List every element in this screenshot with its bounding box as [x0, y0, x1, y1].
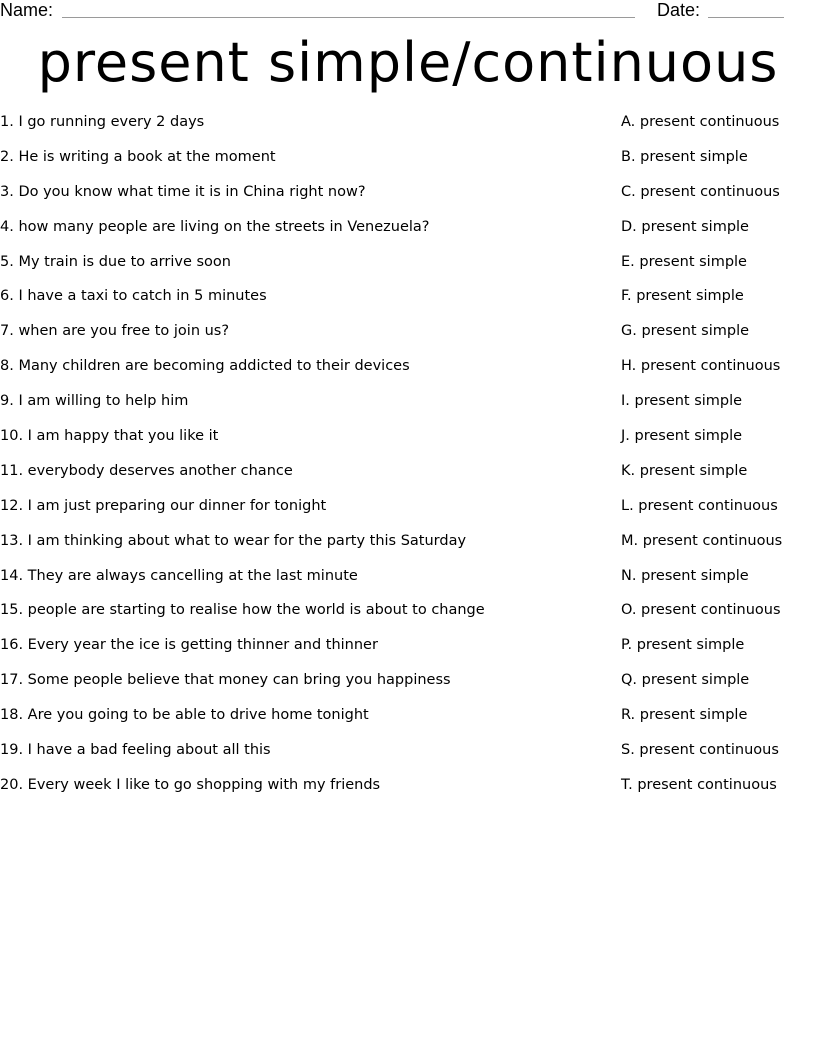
answer-item: Q. present simple	[621, 672, 750, 689]
matching-row	[0, 531, 816, 566]
matching-list	[0, 112, 816, 810]
matching-row	[0, 217, 816, 252]
answer-item: B. present simple	[621, 148, 748, 165]
matching-row	[0, 600, 816, 635]
matching-row	[0, 740, 816, 775]
answer-item: F. present simple	[621, 288, 744, 305]
matching-row	[0, 182, 816, 217]
answer-item: E. present simple	[621, 253, 747, 270]
matching-row	[0, 252, 816, 287]
statement-item: 5. My train is due to arrive soon	[0, 253, 231, 270]
matching-row	[0, 566, 816, 601]
date-label: Date:	[657, 0, 701, 20]
statement-item: 7. when are you free to join us?	[0, 323, 230, 340]
answer-item: D. present simple	[621, 218, 749, 235]
matching-row	[0, 286, 816, 321]
statement-item: 6. I have a taxi to catch in 5 minutes	[0, 288, 267, 305]
matching-row	[0, 356, 816, 391]
date-blank-line	[708, 17, 784, 18]
statement-item: 18. Are you going to be able to drive home tonight	[0, 707, 369, 724]
matching-row	[0, 391, 816, 426]
matching-row	[0, 775, 816, 810]
matching-row	[0, 670, 816, 705]
answer-item: C. present continuous	[621, 183, 780, 200]
statement-item: 16. Every year the ice is getting thinner and thinner	[0, 637, 378, 654]
answer-item: H. present continuous	[621, 358, 781, 375]
statement-item: 10. I am happy that you like it	[0, 428, 219, 445]
statement-item: 19. I have a bad feeling about all this	[0, 742, 271, 759]
statement-item: 4. how many people are living on the streets in Venezuela?	[0, 218, 430, 235]
statement-item: 15. people are starting to realise how the world is about to change	[0, 602, 485, 619]
answer-item: J. present simple	[621, 428, 743, 445]
answer-item: G. present simple	[621, 323, 750, 340]
answer-item: R. present simple	[621, 707, 748, 724]
matching-row	[0, 112, 816, 147]
matching-row	[0, 635, 816, 670]
statement-item: 17. Some people believe that money can bring you happiness	[0, 672, 451, 689]
answer-item: P. present simple	[621, 637, 745, 654]
worksheet-header	[0, 0, 816, 24]
matching-row	[0, 705, 816, 740]
statement-item: 20. Every week I like to go shopping with my friends	[0, 776, 381, 793]
statement-item: 1. I go running every 2 days	[0, 114, 205, 130]
statement-item: 13. I am thinking about what to wear for the party this Saturday	[0, 532, 467, 549]
worksheet-title: present simple/continuous	[37, 31, 779, 94]
answer-item: N. present simple	[621, 567, 749, 584]
answer-item: K. present simple	[621, 462, 748, 479]
answer-item: M. present continuous	[621, 532, 783, 549]
matching-row	[0, 147, 816, 182]
answer-item: I. present simple	[621, 393, 743, 410]
answer-item: S. present continuous	[621, 742, 779, 759]
statement-item: 11. everybody deserves another chance	[0, 462, 293, 479]
answer-item: L. present continuous	[621, 497, 778, 514]
answer-item: A. present continuous	[621, 114, 780, 130]
matching-row	[0, 496, 816, 531]
name-blank-line	[62, 17, 635, 18]
answer-item: T. present continuous	[621, 776, 777, 793]
statement-item: 2. He is writing a book at the moment	[0, 148, 276, 165]
answer-item: O. present continuous	[621, 602, 781, 619]
matching-row	[0, 461, 816, 496]
matching-row	[0, 426, 816, 461]
statement-item: 8. Many children are becoming addicted to their devices	[0, 358, 410, 375]
matching-row	[0, 321, 816, 356]
statement-item: 9. I am willing to help him	[0, 393, 189, 410]
statement-item: 12. I am just preparing our dinner for tonight	[0, 497, 327, 514]
statement-item: 3. Do you know what time it is in China right now?	[0, 183, 366, 200]
statement-item: 14. They are always cancelling at the last minute	[0, 567, 358, 584]
name-label: Name:	[0, 0, 54, 20]
